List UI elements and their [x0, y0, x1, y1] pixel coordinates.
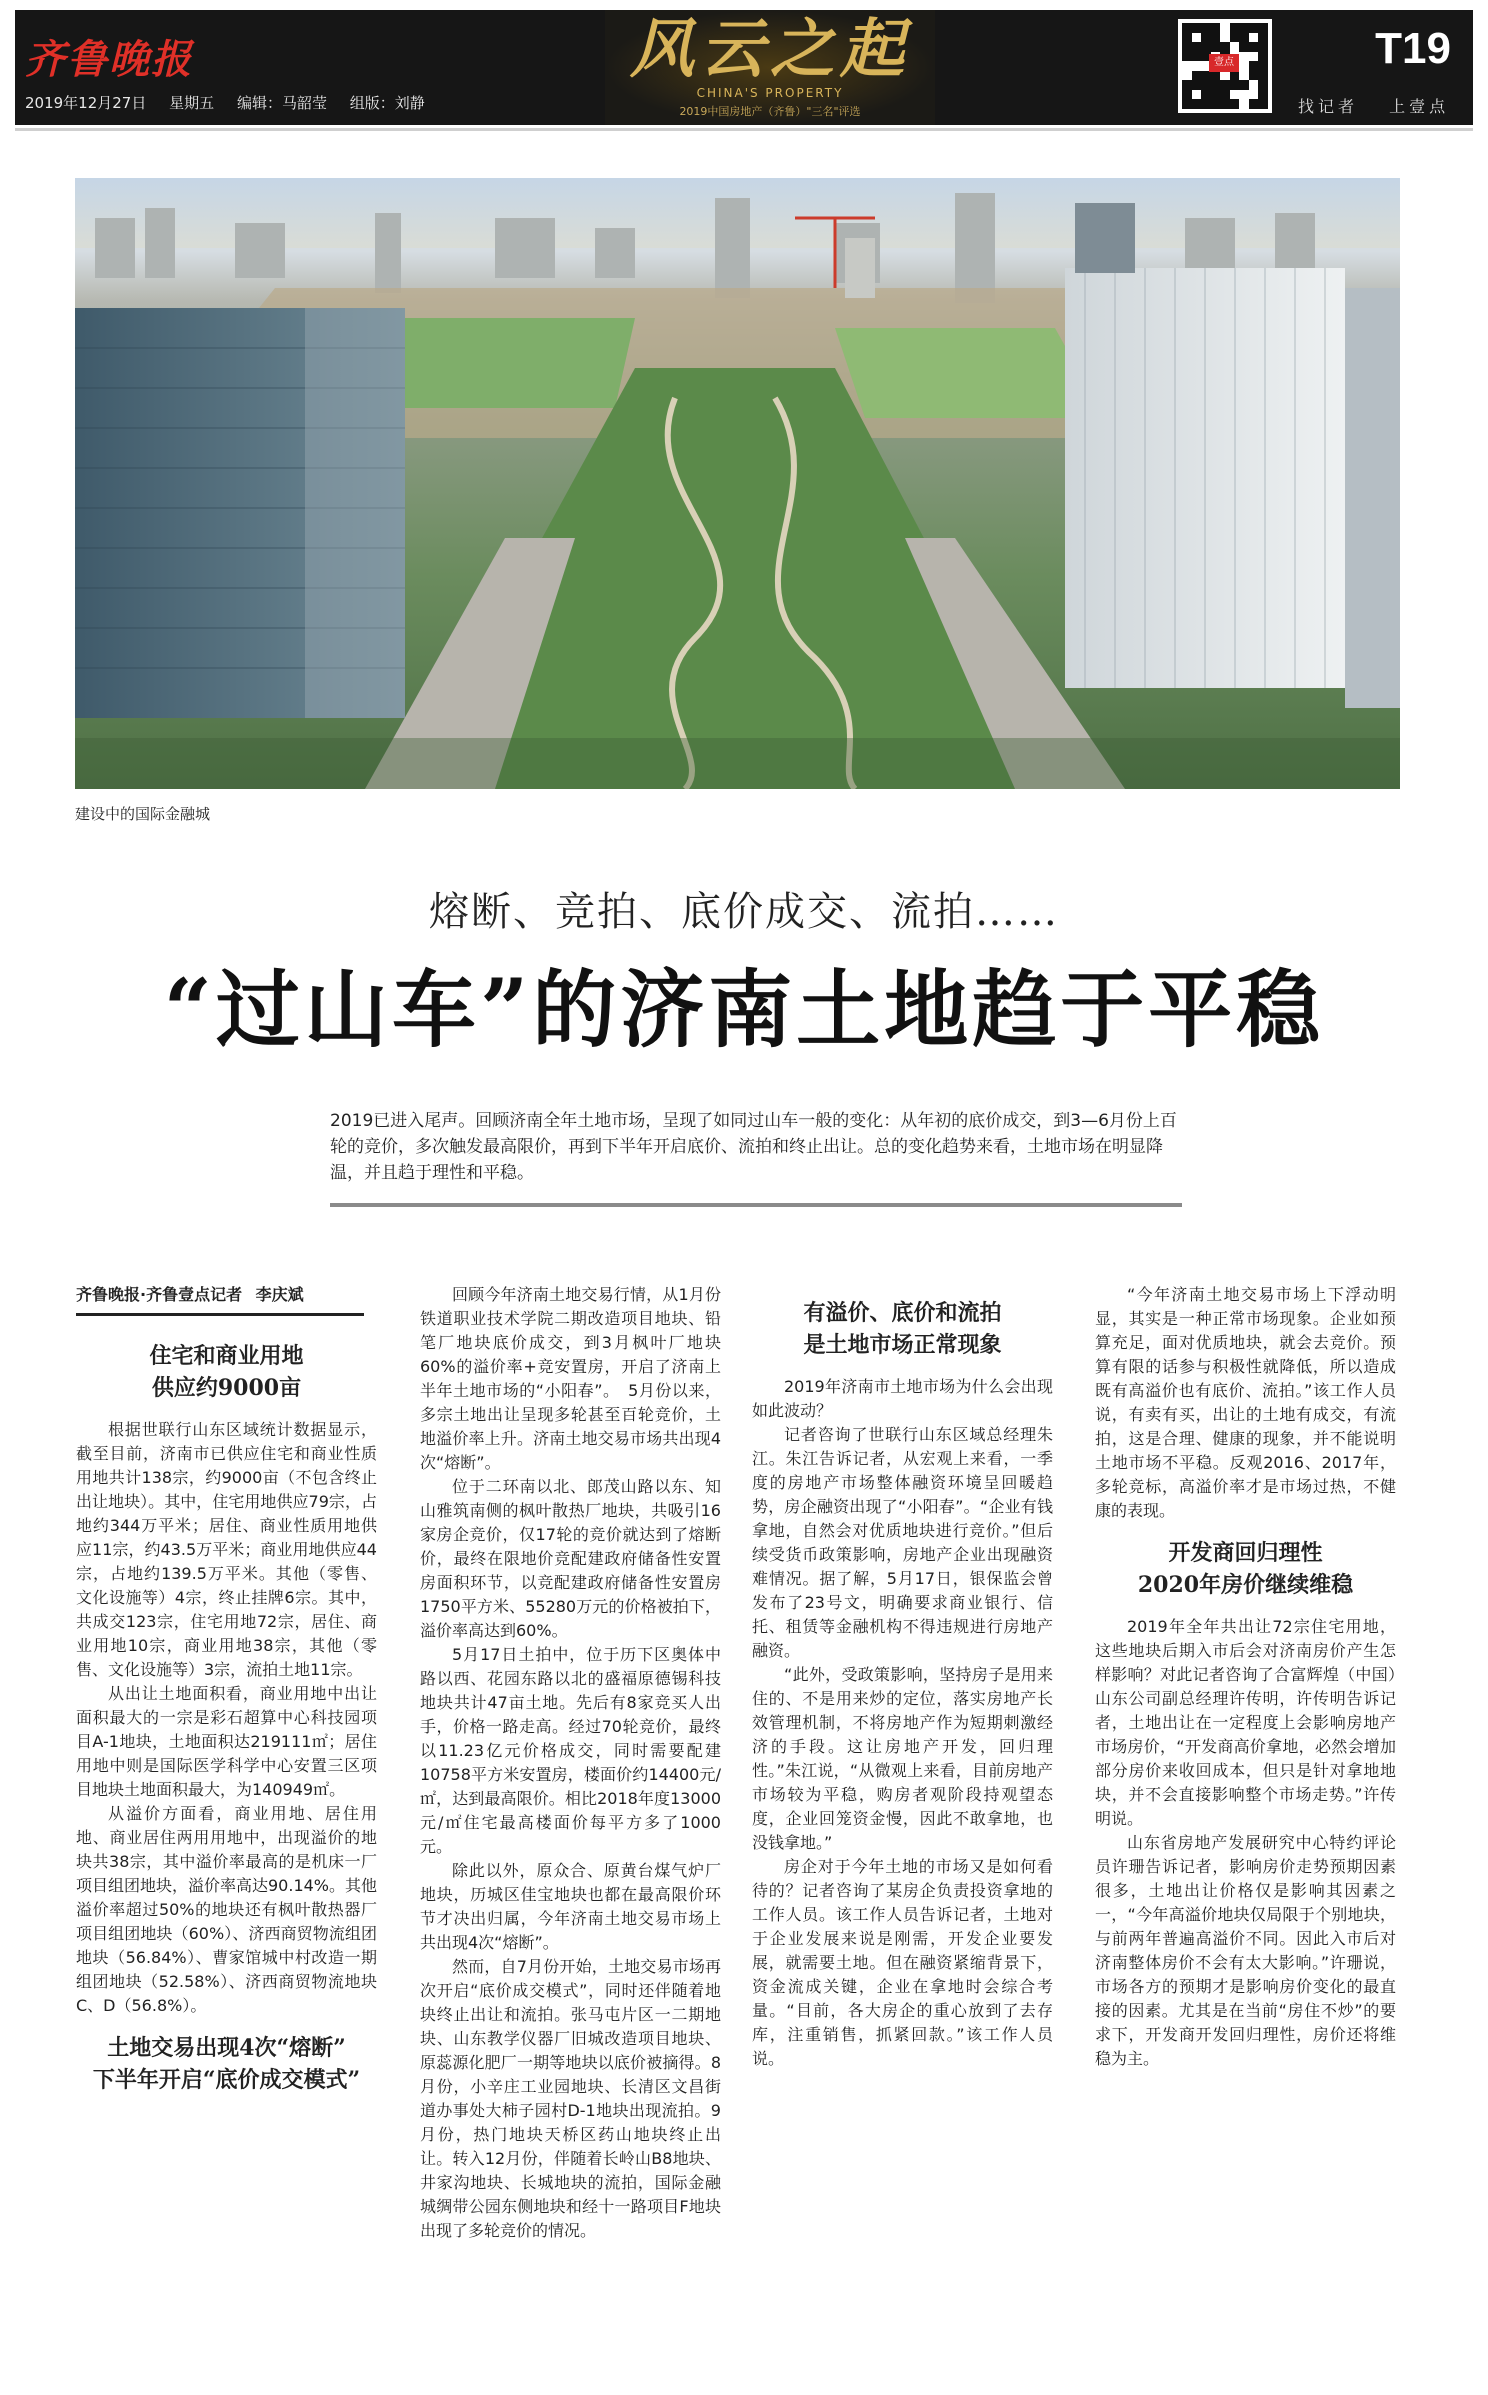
subhead-normal — [752, 1297, 1053, 1361]
contact-reporter: 找记者 — [1298, 97, 1359, 116]
body-paragraph: 除此以外，原众合、原黄台煤气炉厂地块，历城区佳宝地块也都在最高限价环节才决出归属，今年济南土地交易市场上共出现4次“熔断”。 — [420, 1861, 721, 1952]
contact-app: 上壹点 — [1389, 97, 1450, 116]
issue-date: 2019年12月27日 — [25, 94, 147, 112]
editor-credit: 编辑：马韶莹 — [236, 94, 327, 112]
body-paragraph: “今年济南土地交易市场上下浮动明显，其实是一种正常市场现象。企业如预算充足，面对优质地块，就会去竞价。预算有限的话参与积极性就降低，所以造成既有高溢价也有底价、流拍。”该工作人员说，有卖有买，出让的土地有成交，有流拍，这是合理、健康的现象，并不能说明土地市场不平稳。反观2016、2017年，多轮竞标，高溢价率才是市场过热，不健康的表现。 — [1095, 1285, 1396, 1520]
headline-title: “过山车”的济南土地趋于平稳 — [163, 960, 1325, 1059]
lead-paragraph: 2019已进入尾声。回顾济南全年土地市场，呈现了如同过山车一般的变化：从年初的底价成交，到3—6月份上百轮的竞价，多次触发最高限价，再到下半年开启底价、流拍和终止出让。总的变化趋势来看，土地市场在明显降温，并且趋于理性和平稳。 — [330, 1111, 1177, 1183]
brand-english: CHINA'S PROPERTY — [696, 86, 844, 100]
article-column-3 — [752, 1283, 1053, 2071]
masthead-divider — [15, 128, 1473, 131]
section-brand-banner — [605, 10, 935, 125]
body-paragraph: 2019年全年共出让72宗住宅用地，这些地块后期入市后会对济南房价产生怎样影响？对此记者咨询了合富辉煌（中国）山东公司副总经理许传明，许传明告诉记者，土地出让在一定程度上会影响房地产市场房价，“开发商高价拿地，必然会增加部分房价来收回成本，但只是针对拿地地块，并不会直接影响整个市场走势。”许传明说。 — [1095, 1617, 1396, 1828]
photo-caption: 建设中的国际金融城 — [75, 805, 211, 823]
contact-line — [1298, 94, 1471, 117]
body-paragraph: 2019年济南市土地市场为什么会出现如此波动？ — [752, 1377, 1053, 1420]
subhead-line: 开发商回归理性 — [1168, 1540, 1323, 1566]
byline — [76, 1283, 364, 1316]
subhead-line: 土地交易出现4次“熔断” — [107, 2035, 346, 2061]
byline-source: 齐鲁晚报·齐鲁壹点记者 — [76, 1285, 243, 1304]
subhead-line: 下半年开启“底价成交模式” — [92, 2067, 361, 2093]
newspaper-logo: 齐鲁晚报 — [25, 36, 193, 83]
masthead — [15, 10, 1473, 125]
body-paragraph: 从溢价方面看，商业用地、居住用地、商业居住两用用地中，出现溢价的地块共38宗，其中溢价率最高的是机床一厂项目组团地块，溢价率高达90.14%。其他溢价率超过50%的地块还有枫叶散热器厂项目组团地块（60%）、济西商贸物流组团地块（56.84%）、曹家馆城中村改造一期组团地块（52.58%）、济西商贸物流地块C、D（56.8%）。 — [76, 1804, 378, 2015]
subhead-supply — [76, 1340, 377, 1404]
headline-kicker: 熔断、竞拍、底价成交、流拍…… — [429, 889, 1059, 935]
subhead-outlook — [1095, 1537, 1396, 1601]
article-column-2 — [420, 1283, 721, 2243]
body-paragraph: 根据世联行山东区域统计数据显示，截至目前，济南市已供应住宅和商业性质用地共计138宗，约9000亩（不包含终止出让地块）。其中，住宅用地供应79宗，占地约344万平米；居住、商业性质用地供应11宗，约43.5万平米；商业用地供应44宗，占地约139.5万平米。其他（零售、文化设施等）4宗，终止挂牌6宗。其中，共成交123宗，住宅用地72宗，居住、商业用地10宗，商业用地38宗，其他（零售、文化设施等）3宗，流拍土地11宗。 — [76, 1420, 377, 1679]
body-paragraph: 5月17日土拍中，位于历下区奥体中路以西、花园东路以北的盛福原德锡科技地块共计47亩土地。先后有8家竞买人出手，价格一路走高。经过70轮竞价，最终以11.23亿元价格成交，同时需要配建10758平方米安置房，楼面价约14400元/㎡，达到最高限价。相比2018年度13000元/㎡住宅最高楼面价每平方多了1000元。 — [420, 1645, 721, 1856]
subhead-line: 住宅和商业用地 — [149, 1343, 304, 1369]
body-paragraph: “此外，受政策影响，坚持房子是用来住的、不是用来炒的定位，落实房地产长效管理机制，不将房地产作为短期刺激经济的手段。这让房地产开发，回归理性。”朱江说，“从微观上来看，目前房地产市场较为平稳，购房者观阶段持观望态度，企业回笼资金慢，因此不敢拿地，也没钱拿地。” — [752, 1665, 1053, 1852]
article-column-1 — [76, 1283, 377, 2110]
body-paragraph: 山东省房地产发展研究中心特约评论员许珊告诉记者，影响房价走势预期因素很多，土地出让价格仅是影响其因素之一，“今年高溢价地块仅局限于个别地块，与前两年普遍高溢价不同。因此入市后对济南整体房价不会有太大影响。”许珊说，市场各方的预期才是影响房价变化的最直接的因素。尤其是在当前“房住不炒”的要求下，开发商开发回归理性，房价还将维稳为主。 — [1095, 1833, 1396, 2068]
byline-reporter: 李庆斌 — [255, 1285, 304, 1304]
brand-title: 风云之起 — [630, 12, 910, 87]
brand-subtitle: 2019中国房地产（齐鲁）"三名"评选 — [679, 105, 861, 118]
body-paragraph: 回顾今年济南土地交易行情，从1月份铁道职业技术学院二期改造项目地块、铅笔厂地块底价成交，到3月枫叶厂地块60%的溢价率+竞安置房，开启了济南上半年土地市场的“小阳春”。 5月份以来，多宗土地出让呈现多轮甚至百轮竞价，土地溢价率上升。济南土地交易市场共出现4次“熔断”。 — [420, 1285, 721, 1472]
subhead-line: 是土地市场正常现象 — [803, 1332, 1002, 1358]
layout-credit: 组版：刘静 — [349, 94, 425, 112]
lead-divider — [330, 1203, 1182, 1207]
subhead-meltdown — [76, 2032, 377, 2096]
aerial-photo-illustration — [75, 178, 1400, 789]
subhead-line: 2020年房价继续维稳 — [1137, 1572, 1354, 1598]
page-number: T19 — [1375, 24, 1451, 73]
body-paragraph: 从出让土地面积看，商业用地中出让面积最大的一宗是彩石超算中心科技园项目A-1地块，土地面积达219111㎡；居住用地中则是国际医学科学中心安置三区项目地块土地面积最大，为140949㎡。 — [76, 1684, 377, 1799]
qr-badge: 壹点 — [1209, 54, 1239, 72]
body-paragraph: 位于二环南以北、郎茂山路以东、知山雅筑南侧的枫叶散热厂地块，共吸引16家房企竞价，仅17轮的竞价就达到了熔断价，最终在限地价竞配建政府储备性安置房面积环节，以竞配建政府储备性安置房1750平方米、55280万元的价格被拍下，溢价率高达到60%。 — [420, 1477, 721, 1640]
body-paragraph: 房企对于今年土地的市场又是如何看待的？记者咨询了某房企负责投资拿地的工作人员。该工作人员告诉记者，土地对于企业发展来说是刚需，开发企业要发展，就需要土地。但在融资紧缩背景下，资金流成关键，企业在拿地时会综合考量。“目前，各大房企的重心放到了去存库，注重销售，抓紧回款。”该工作人员说。 — [752, 1857, 1053, 2068]
aerial-photo — [75, 178, 1400, 789]
dateline — [25, 92, 443, 113]
body-paragraph: 然而，自7月份开始，土地交易市场再次开启“底价成交模式”，同时还伴随着地块终止出让和流拍。张马屯片区一二期地块、山东教学仪器厂旧城改造项目地块、原蕊源化肥厂一期等地块以底价被摘得。8月份，小辛庄工业园地块、长清区文昌街道办事处大柿子园村D-1地块出现流拍。9月份，热门地块天桥区药山地块终止出让。转入12月份，伴随着长岭山B8地块、井家沟地块、长城地块的流拍，国际金融城绸带公园东侧地块和经十一路项目F地块出现了多轮竞价的情况。 — [420, 1957, 721, 2240]
body-paragraph: 记者咨询了世联行山东区域总经理朱江。朱江告诉记者，从宏观上来看，一季度的房地产市场整体融资环境呈回暖趋势，房企融资出现了“小阳春”。“企业有钱拿地，自然会对优质地块进行竞价。”但后续受货币政策影响，房地产企业出现融资难情况。据了解，5月17日，银保监会曾发布了23号文，明确要求商业银行、信托、租赁等金融机构不得违规进行房地产融资。 — [752, 1425, 1053, 1660]
subhead-line: 供应约9000亩 — [151, 1375, 302, 1401]
subhead-line: 有溢价、底价和流拍 — [803, 1300, 1002, 1326]
issue-weekday: 星期五 — [169, 94, 215, 112]
article-column-4 — [1095, 1283, 1396, 2071]
